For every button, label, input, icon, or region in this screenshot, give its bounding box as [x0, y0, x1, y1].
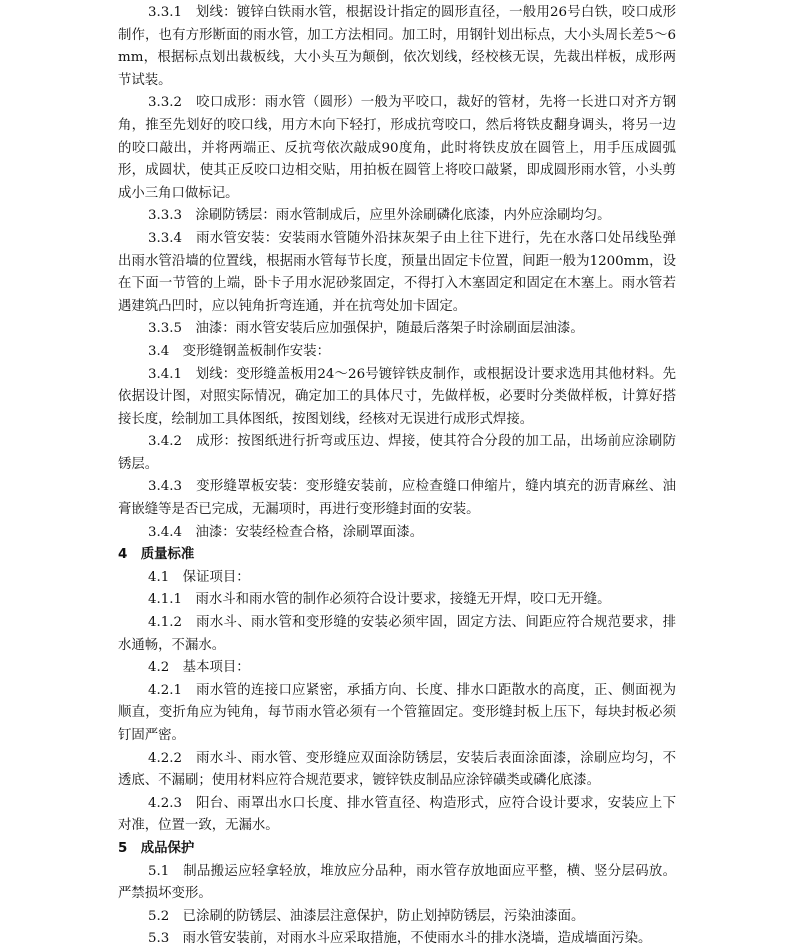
paragraph-4-2-3: 4.2.3 阳台、雨罩出水口长度、排水管直径、构造形式，应符合设计要求，安装应上下对准，位置一致，无漏水。	[118, 795, 676, 834]
paragraph-5-2: 5.2 已涂刷的防锈层、油漆层注意保护，防止划掉防锈层，污染油漆面。	[148, 908, 585, 924]
section-5-heading: 5 成品保护	[118, 840, 195, 856]
paragraph-4-2-2: 4.2.2 雨水斗、雨水管、变形缝应双面涂防锈层，安装后表面涂面漆，涂刷应均匀，不透底、不漏刷；使用材料应符合规范要求，镀锌铁皮制品应涂锌磺类或磷化底漆。	[118, 750, 676, 789]
paragraph-3-3-5: 3.3.5 油漆：雨水管安装后应加强保护，随最后落架子时涂刷面层油漆。	[148, 321, 584, 337]
paragraph-3-4-2: 3.4.2 成形：按图纸进行折弯或压边、焊接，使其符合分段的加工品，出场前应涂刷防锈层。	[118, 434, 676, 472]
paragraph-3-3-4: 3.3.4 雨水管安装：安装雨水管随外沿抹灰架子由上往下进行，先在水落口处吊线坠弹出雨水管沿墙的位置线，根据雨水管每节长度，预量出固定卡位置，间距一般为1200mm，设在下面一节管的上端，卧卡子用水泥砂浆固定，不得打入木塞固定和固定在木塞上。雨水管若遇建筑凸凹时，应以钝角折弯连通，并在抗弯处加卡固定。	[118, 230, 676, 314]
paragraph-3-3-2: 3.3.2 咬口成形：雨水管（圆形）一般为平咬口，裁好的管材，先将一长进口对齐方钢角，推至先划好的咬口线，用方木向下轻打，形成抗弯咬口，然后将铁皮翻身调头，将另一边的咬口敲出，并将两端正、反抗弯依次敲成90度角，此时将铁皮放在圆管上，用手压成圆弧形，成圆状，使其正反咬口边相交贴，用拍板在圆管上将咬口敲紧，即成圆形雨水管，小头剪成小三角口做标记。	[118, 95, 676, 201]
paragraph-3-4-3: 3.4.3 变形缝罩板安装：变形缝安装前，应检查缝口伸缩片，缝内填充的沥青麻丝、油膏嵌缝等是否已完成，无漏项时，再进行变形缝封面的安装。	[118, 479, 676, 518]
paragraph-3-3-3: 3.3.3 涂刷防锈层：雨水管制成后，应里外涂刷磷化底漆，内外应涂刷均匀。	[148, 208, 611, 224]
paragraph-3-4-4: 3.4.4 油漆：安装经检查合格，涂刷罩面漆。	[148, 524, 424, 540]
paragraph-4-2-1: 4.2.1 雨水管的连接口应紧密，承插方向、长度、排水口距散水的高度，正、侧面视为顺直，变折角应为钝角，每节雨水管必须有一个管箍固定。变形缝封板上压下，每块封板必须钉固严密。	[118, 682, 676, 743]
paragraph-4-1-1: 4.1.1 雨水斗和雨水管的制作必须符合设计要求，接缝无开焊，咬口无开缝。	[148, 592, 611, 608]
section-4-1-title: 4.1 保证项目：	[148, 569, 250, 585]
paragraph-3-4-1: 3.4.1 划线：变形缝盖板用24～26号镀锌铁皮制作，或根据设计要求选用其他材料。先依据设计图，对照实际情况，确定加工的具体尺寸，先做样板，必要时分类做样板，计算好搭接长度，绘制加工具体图纸，按图划线，经核对无误进行成形式焊接。	[118, 366, 676, 427]
paragraph-5-1: 5.1 制品搬运应轻拿轻放，堆放应分品种，雨水管存放地面应平整，横、竖分层码放。严禁损坏变形。	[118, 863, 676, 902]
section-4-heading: 4 质量标准	[118, 547, 195, 563]
paragraph-3-3-1: 3.3.1 划线：镀锌白铁雨水管，根据设计指定的圆形直径，一般用26号白铁，咬口成形制作，也有方形断面的雨水管，加工方法相同。加工时，用钢针划出标点，大小头周长差5～6mm，根据标点划出裁板线，大小头互为颠倒，依次划线，经校核无误，先裁出样板，成形两节试装。	[118, 5, 676, 88]
paragraph-4-1-2: 4.1.2 雨水斗、雨水管和变形缝的安装必须牢固，固定方法、间距应符合规范要求，排水通畅，不漏水。	[118, 615, 676, 653]
paragraph-5-3: 5.3 雨水管安装前，对雨水斗应采取措施，不使雨水斗的排水浇墙，造成墙面污染。	[148, 931, 652, 947]
section-3-4-title: 3.4 变形缝钢盖板制作安装：	[148, 343, 330, 359]
section-4-2-title: 4.2 基本项目：	[148, 660, 250, 676]
